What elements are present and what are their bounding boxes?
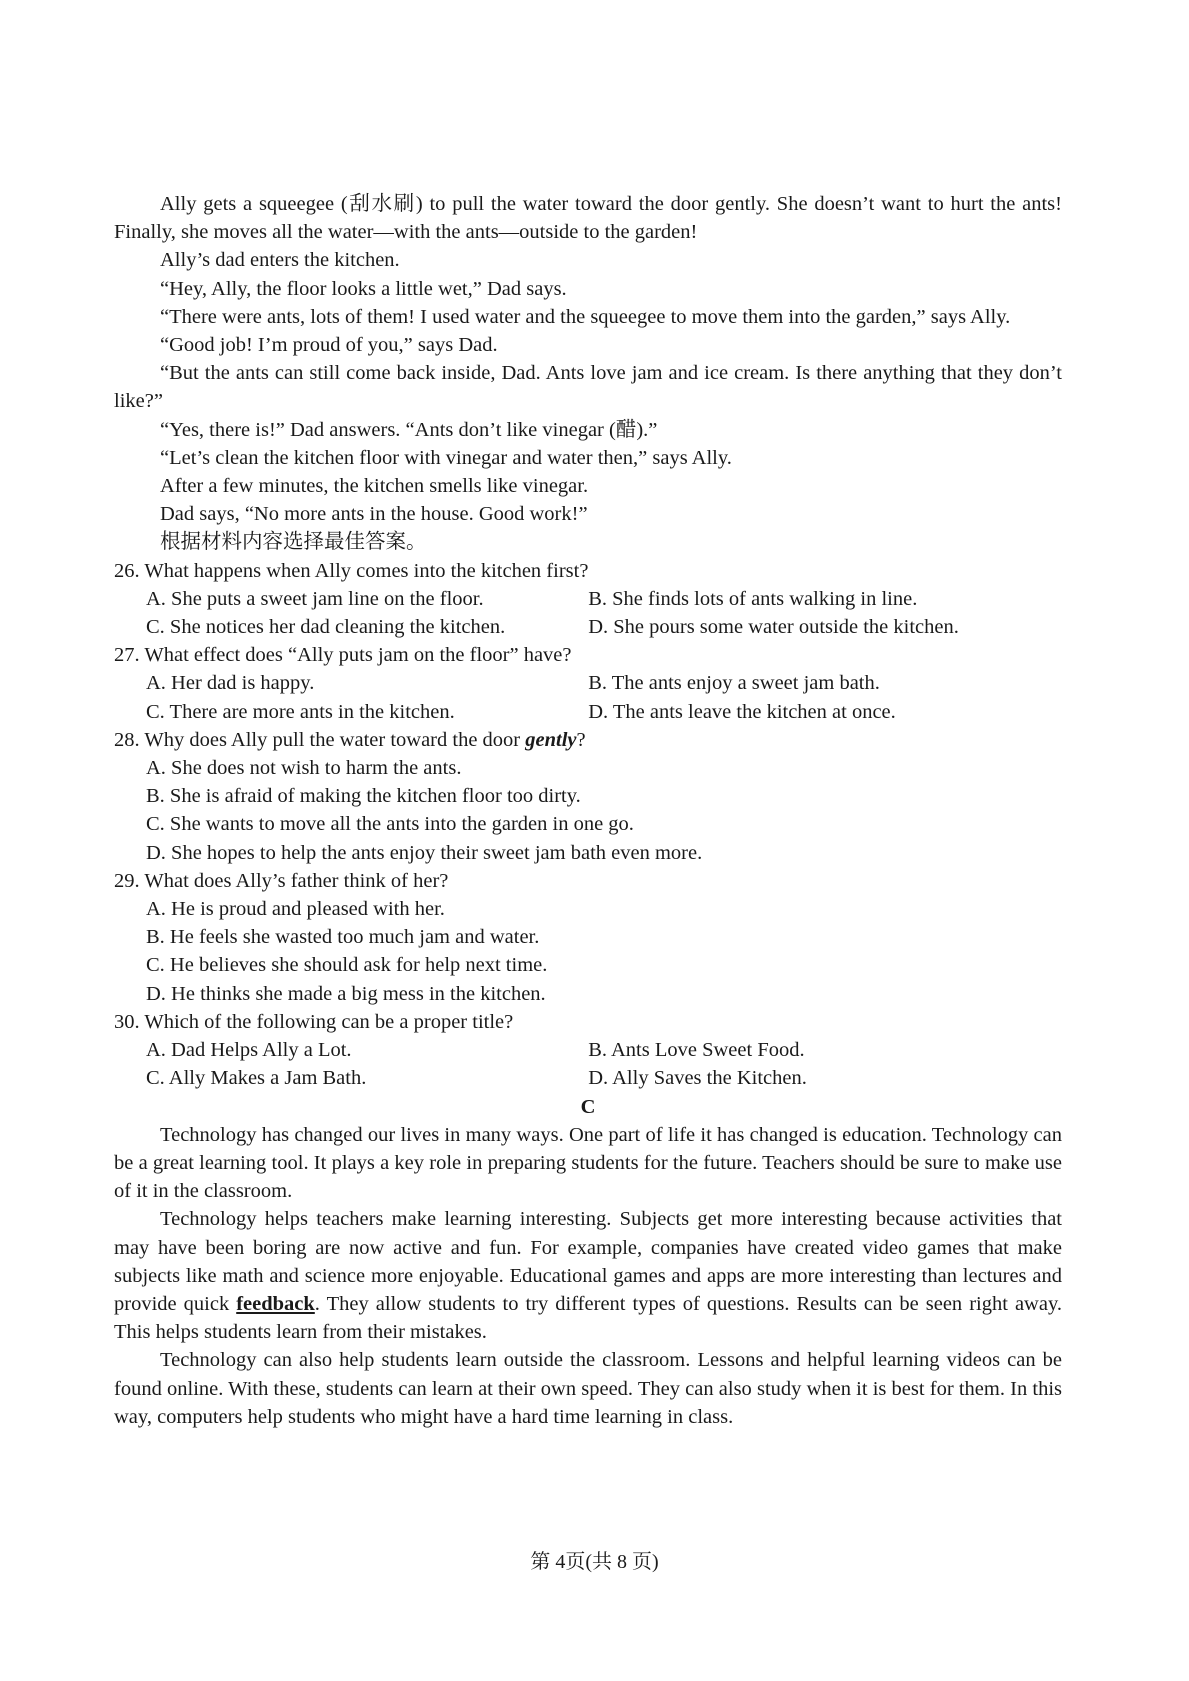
passage-text: . They allow students to try different types of questions. Results can be seen right away. This helps students learn from their mistakes. xyxy=(114,1292,1062,1344)
passage-text: Technology helps teachers make learning interesting. Subjects get more interesting because activities that may have been boring are now active and fun. For example, companies have created video games that make subjects like math and science more enjoyable. Educational games and apps are more interesting than lectures and provide quick xyxy=(114,1208,1062,1315)
page-content xyxy=(114,190,1062,1431)
underlined-word: feedback xyxy=(236,1292,315,1315)
option-row xyxy=(114,613,1062,641)
passage-paragraph: Technology can also help students learn outside the classroom. Lessons and helpful learning videos can be found online. With these, students can learn at their own speed. They can also study when it is best for them. In this way, computers help students who might have a hard time learning in class. xyxy=(114,1349,1062,1428)
option-a[interactable]: A. He is proud and pleased with her. xyxy=(146,898,445,921)
option-b[interactable]: B. He feels she wasted too much jam and water. xyxy=(146,926,540,949)
story-paragraph: “Hey, Ally, the floor looks a little wet,” Dad says. xyxy=(160,277,567,300)
option-d[interactable]: D. She hopes to help the ants enjoy their sweet jam bath even more. xyxy=(146,841,703,864)
story-paragraph: After a few minutes, the kitchen smells like vinegar. xyxy=(160,475,589,498)
option-c[interactable]: C. She notices her dad cleaning the kitchen. xyxy=(146,616,506,639)
option-a[interactable]: A. She puts a sweet jam line on the floor. xyxy=(146,587,484,610)
option-d[interactable]: D. The ants leave the kitchen at once. xyxy=(588,700,896,723)
story-paragraph: Ally gets a squeegee (刮水刷) to pull the water toward the door gently. She doesn’t want to hurt the ants! Finally, she moves all the water—with the ants—outside to the garden! xyxy=(114,193,1062,244)
option-d[interactable]: D. She pours some water outside the kitchen. xyxy=(588,616,959,639)
question-stem: 26. What happens when Ally comes into the kitchen first? xyxy=(114,559,589,582)
option-b[interactable]: B. She finds lots of ants walking in line. xyxy=(588,587,918,610)
story-paragraph: “Let’s clean the kitchen floor with vinegar and water then,” says Ally. xyxy=(160,446,732,469)
instruction-text: 根据材料内容选择最佳答案。 xyxy=(160,531,427,554)
option-b[interactable]: B. Ants Love Sweet Food. xyxy=(588,1039,805,1062)
option-b[interactable]: B. The ants enjoy a sweet jam bath. xyxy=(588,672,880,695)
option-row xyxy=(114,698,1062,726)
section-heading: C xyxy=(580,1095,596,1118)
option-c[interactable]: C. There are more ants in the kitchen. xyxy=(146,700,455,723)
question-stem-end: ? xyxy=(576,728,586,751)
option-c[interactable]: C. Ally Makes a Jam Bath. xyxy=(146,1067,367,1090)
option-a[interactable]: A. Her dad is happy. xyxy=(146,672,315,695)
option-row xyxy=(114,585,1062,613)
option-a[interactable]: A. She does not wish to harm the ants. xyxy=(146,757,462,780)
option-b[interactable]: B. She is afraid of making the kitchen floor too dirty. xyxy=(146,785,581,808)
option-row xyxy=(114,669,1062,697)
story-paragraph: “There were ants, lots of them! I used water and the squeegee to move them into the garden,” says Ally. xyxy=(160,305,1011,328)
story-paragraph: “Yes, there is!” Dad answers. “Ants don’t like vinegar (醋).” xyxy=(160,418,658,441)
option-c[interactable]: C. She wants to move all the ants into the garden in one go. xyxy=(146,813,634,836)
story-paragraph: Dad says, “No more ants in the house. Good work!” xyxy=(160,503,588,526)
passage-paragraph: Technology has changed our lives in many ways. One part of life it has changed is education. Technology can be a great learning tool. It plays a key role in preparing students for the future. Teachers should be sure to make use of it in the classroom. xyxy=(114,1123,1062,1203)
option-a[interactable]: A. Dad Helps Ally a Lot. xyxy=(146,1039,352,1062)
option-row xyxy=(114,1036,1062,1064)
option-d[interactable]: D. He thinks she made a big mess in the kitchen. xyxy=(146,982,546,1005)
question-stem: 27. What effect does “Ally puts jam on the floor” have? xyxy=(114,644,572,667)
passage-paragraph xyxy=(114,1205,1062,1346)
option-row xyxy=(114,1064,1062,1092)
question-stem-text: 28. Why does Ally pull the water toward the door xyxy=(114,728,526,751)
story-paragraph: “But the ants can still come back inside, Dad. Ants love jam and ice cream. Is there anything that they don’t like?” xyxy=(114,362,1062,413)
question-stem: 29. What does Ally’s father think of her? xyxy=(114,869,449,892)
page-number: 第 4页(共 8 页) xyxy=(530,1551,659,1573)
option-c[interactable]: C. He believes she should ask for help next time. xyxy=(146,954,548,977)
option-d[interactable]: D. Ally Saves the Kitchen. xyxy=(588,1067,807,1090)
question-stem: 30. Which of the following can be a proper title? xyxy=(114,1010,514,1033)
question-stem xyxy=(114,726,1062,754)
story-paragraph: “Good job! I’m proud of you,” says Dad. xyxy=(160,334,498,357)
story-paragraph: Ally’s dad enters the kitchen. xyxy=(160,249,400,272)
emphasized-word: gently xyxy=(525,728,577,751)
